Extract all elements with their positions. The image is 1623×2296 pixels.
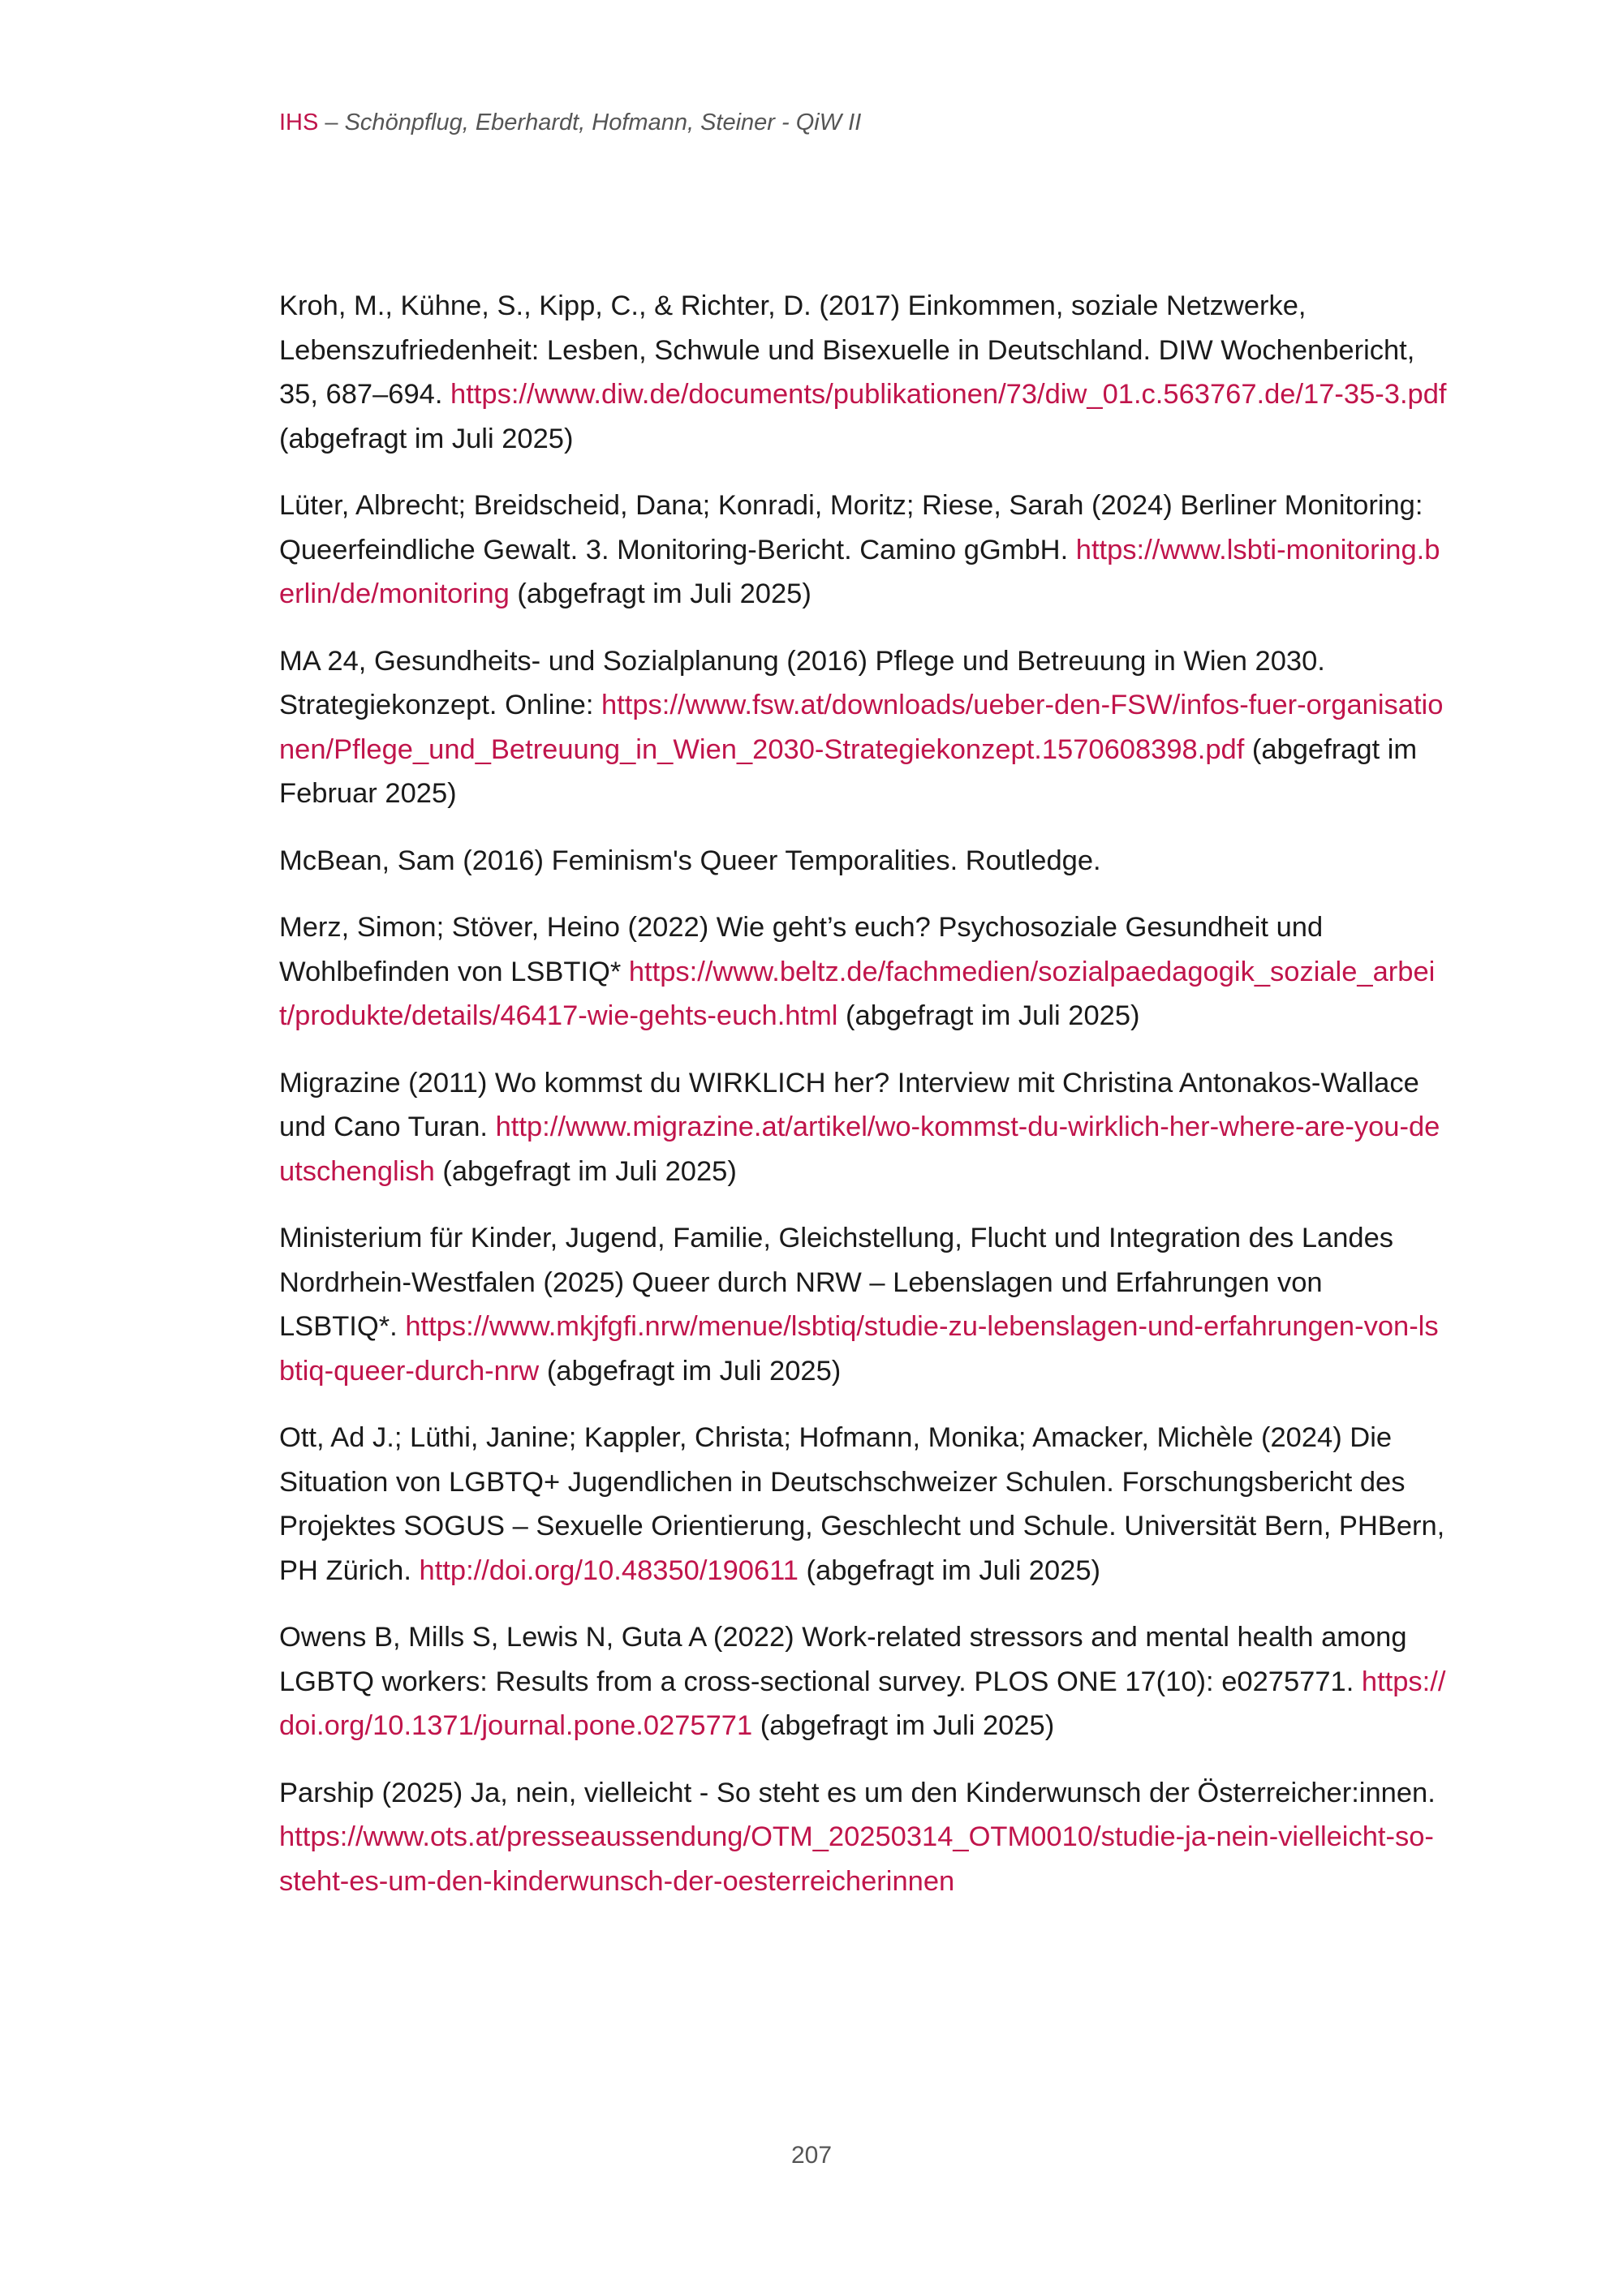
reference-accessed: (abgefragt im Februar 2025) bbox=[279, 733, 1418, 809]
reference-link[interactable]: http://www.migrazine.at/artikel/wo-kommst-du-wirklich-her-where-are-you-deutschenglish bbox=[279, 1111, 1440, 1187]
reference-entry bbox=[279, 284, 1448, 461]
reference-accessed: (abgefragt im Juli 2025) bbox=[279, 423, 574, 454]
running-header bbox=[279, 106, 861, 139]
reference-entry bbox=[279, 905, 1448, 1038]
reference-accessed: (abgefragt im Juli 2025) bbox=[539, 1355, 842, 1387]
reference-accessed: (abgefragt im Juli 2025) bbox=[798, 1554, 1100, 1586]
reference-entry bbox=[279, 1216, 1448, 1393]
reference-entry bbox=[279, 1416, 1448, 1593]
reference-text: Migrazine (2011) Wo kommst du WIRKLICH her? Interview mit Christina Antonakos-Wallace und Cano Turan. bbox=[279, 1067, 1419, 1142]
reference-entry bbox=[279, 484, 1448, 617]
reference-text: Owens B, Mills S, Lewis N, Guta A (2022) Work-related stressors and mental health among LGBTQ workers: Results from a cross-sectional survey. PLOS ONE 17(10): e0275771. bbox=[279, 1622, 1407, 1697]
reference-text: Kroh, M., Kühne, S., Kipp, C., & Richter, D. (2017) Einkommen, soziale Netzwerke, Lebenszufriedenheit: Lesben, Schwule und Bisexuelle in Deutschland. DIW Wochenbericht, 35, 687–694. bbox=[279, 290, 1415, 410]
reference-link[interactable]: https://doi.org/10.1371/journal.pone.0275771 bbox=[279, 1666, 1446, 1741]
reference-list bbox=[279, 284, 1448, 1926]
reference-accessed: (abgefragt im Juli 2025) bbox=[837, 1000, 1140, 1031]
reference-link[interactable]: https://www.diw.de/documents/publikationen/73/diw_01.c.563767.de/17-35-3.pdf bbox=[450, 379, 1447, 410]
reference-text: Ministerium für Kinder, Jugend, Familie, Gleichstellung, Flucht und Integration des Landes Nordrhein-Westfalen (2025) Queer durch NRW – Lebenslagen und Erfahrungen von LSBTIQ*. bbox=[279, 1223, 1394, 1342]
reference-text: Merz, Simon; Stöver, Heino (2022) Wie geht’s euch? Psychosoziale Gesundheit und Wohlbefinden von LSBTIQ* bbox=[279, 912, 1324, 987]
reference-entry bbox=[279, 839, 1448, 884]
header-org: IHS bbox=[279, 110, 319, 135]
reference-entry bbox=[279, 1771, 1448, 1904]
reference-accessed: (abgefragt im Juli 2025) bbox=[509, 578, 812, 609]
reference-text: Parship (2025) Ja, nein, vielleicht - So steht es um den Kinderwunsch der Österreicher:innen. bbox=[279, 1777, 1436, 1808]
reference-link[interactable]: https://www.fsw.at/downloads/ueber-den-FSW/infos-fuer-organisationen/Pflege_und_Betreuung_in_Wien_2030-Strategiekonzept.1570608398.pdf bbox=[279, 690, 1444, 765]
reference-entry bbox=[279, 1615, 1448, 1748]
reference-entry bbox=[279, 1061, 1448, 1194]
reference-link[interactable]: http://doi.org/10.48350/190611 bbox=[419, 1554, 799, 1586]
reference-link[interactable]: https://www.beltz.de/fachmedien/sozialpaedagogik_soziale_arbeit/produkte/details/46417-wie-gehts-euch.html bbox=[279, 956, 1436, 1031]
reference-text: Lüter, Albrecht; Breidscheid, Dana; Konradi, Moritz; Riese, Sarah (2024) Berliner Monitoring: Queerfeindliche Gewalt. 3. Monitoring-Bericht. Camino gGmbH. bbox=[279, 490, 1423, 565]
reference-link[interactable]: https://www.ots.at/presseaussendung/OTM_20250314_OTM0010/studie-ja-nein-vielleicht-so-steht-es-um-den-kinderwunsch-der-oesterreicherinnen bbox=[279, 1821, 1434, 1897]
header-authors: Schönpflug, Eberhardt, Hofmann, Steiner - QiW II bbox=[344, 110, 862, 135]
page-number: 207 bbox=[790, 2142, 833, 2169]
reference-accessed: (abgefragt im Juli 2025) bbox=[752, 1710, 1055, 1741]
reference-text: Ott, Ad J.; Lüthi, Janine; Kappler, Christa; Hofmann, Monika; Amacker, Michèle (2024) Die Situation von LGBTQ+ Jugendlichen in Deutschschweizer Schulen. Forschungsbericht des Projektes SOGUS – Sexuelle Orientierung, Geschlecht und Schule. Universität Bern, PHBern, PH Zürich. bbox=[279, 1422, 1445, 1586]
reference-text: MA 24, Gesundheits- und Sozialplanung (2016) Pflege und Betreuung in Wien 2030. Strategiekonzept. Online: bbox=[279, 645, 1325, 720]
reference-text: McBean, Sam (2016) Feminism's Queer Temporalities. Routledge. bbox=[279, 845, 1101, 876]
header-separator: – bbox=[318, 110, 345, 135]
reference-accessed: (abgefragt im Juli 2025) bbox=[434, 1155, 737, 1187]
reference-link[interactable]: https://www.mkjfgfi.nrw/menue/lsbtiq/studie-zu-lebenslagen-und-erfahrungen-von-lsbtiq-queer-durch-nrw bbox=[279, 1311, 1439, 1387]
reference-entry bbox=[279, 639, 1448, 816]
reference-link[interactable]: https://www.lsbti-monitoring.berlin/de/monitoring bbox=[279, 534, 1440, 609]
